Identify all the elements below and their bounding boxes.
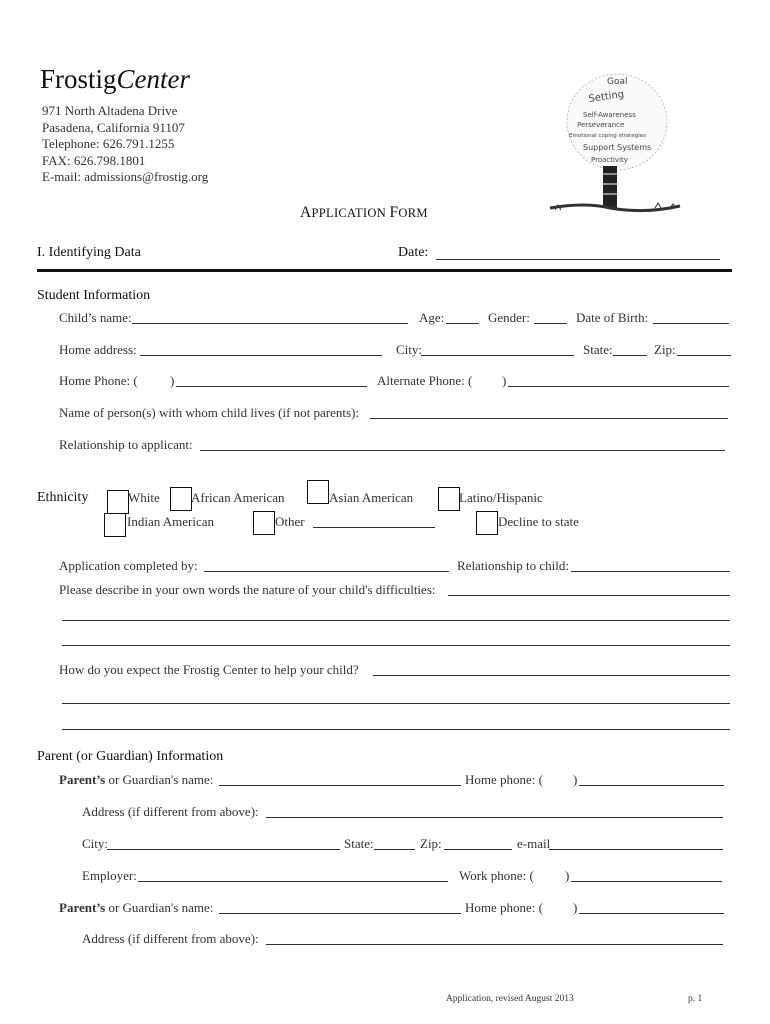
expect-field-2[interactable] [62, 703, 730, 704]
parent2-name-label [59, 900, 213, 916]
checkbox-indian-american[interactable] [104, 513, 126, 537]
employer-field[interactable] [138, 881, 448, 882]
zip-field[interactable] [677, 355, 731, 356]
tree-word-emotional-coping: Emotional coping strategies [569, 133, 646, 139]
tree-word-goal: Goal [607, 77, 628, 87]
childs-name-field[interactable] [132, 323, 408, 324]
city-field[interactable] [421, 355, 574, 356]
age-label: Age: [419, 310, 445, 325]
option-indian-american: Indian American [127, 514, 214, 529]
alternate-phone-field[interactable] [508, 386, 729, 387]
parent-name-label [59, 772, 213, 788]
work-phone-paren: ) [565, 868, 570, 883]
address-line-fax: FAX: 626.798.1801 [42, 152, 146, 168]
section-identifying-data: I. Identifying Data [37, 245, 141, 260]
state-label: State: [583, 342, 613, 357]
childs-name-label: Child’s name: [59, 310, 132, 325]
title-pplication: PPLICATION [311, 206, 390, 220]
alternate-phone-label: Alternate Phone: ( [377, 373, 473, 388]
contact-address [42, 103, 208, 186]
city-label: City: [396, 342, 423, 357]
title-letter-f: F [389, 204, 399, 221]
date-field[interactable] [436, 259, 720, 260]
parent2-address-field[interactable] [266, 944, 723, 945]
parent2-name-bold: Parent’s [59, 900, 106, 915]
tree-illustration [545, 62, 685, 222]
home-phone-paren: ) [170, 373, 175, 388]
home-phone-label: Home Phone: ( [59, 373, 138, 388]
title-orm: ORM [398, 206, 428, 220]
checkbox-white[interactable] [107, 490, 129, 514]
parent-city-label: City: [82, 836, 109, 851]
parent-zip-field[interactable] [444, 849, 512, 850]
other-ethnicity-field[interactable] [313, 527, 435, 528]
address-line-telephone: Telephone: 626.791.1255 [42, 136, 175, 151]
completed-by-field[interactable] [204, 571, 449, 572]
work-phone-field[interactable] [571, 881, 722, 882]
option-latino-hispanic: Latino/Hispanic [459, 490, 543, 505]
parent-email-field[interactable] [549, 849, 723, 850]
parent-address-label: Address (if different from above): [82, 804, 259, 819]
address-line-email: E-mail: admissions@frostig.org [42, 169, 209, 184]
checkbox-other[interactable] [253, 511, 275, 535]
age-field[interactable] [446, 323, 479, 324]
parent-address-field[interactable] [266, 817, 723, 818]
parent-city-field[interactable] [107, 849, 340, 850]
date-of-birth-label: Date of Birth: [576, 310, 649, 325]
section-divider [37, 269, 732, 272]
relationship-label: Relationship to applicant: [59, 437, 193, 452]
date-of-birth-field[interactable] [653, 323, 729, 324]
parent-home-phone-field[interactable] [579, 785, 724, 786]
state-field[interactable] [613, 355, 647, 356]
home-phone-field[interactable] [176, 386, 367, 387]
student-information-heading: Student Information [37, 288, 151, 303]
option-white: White [128, 490, 160, 505]
describe-difficulties-label: Please describe in your own words the nature of your child's difficulties: [59, 582, 436, 597]
expect-field-1[interactable] [373, 675, 730, 676]
parent-information-heading: Parent (or Guardian) Information [37, 749, 224, 764]
parent2-home-phone-field[interactable] [579, 913, 724, 914]
checkbox-latino-hispanic[interactable] [438, 487, 460, 511]
address-line-city: Pasadena, California 91107 [42, 119, 185, 135]
logo-center: Center [116, 64, 191, 94]
parent-email-label: e-mail [517, 836, 551, 851]
parent2-name-field[interactable] [219, 913, 461, 914]
relationship-to-child-field[interactable] [571, 571, 730, 572]
frostig-center-logo [40, 64, 190, 95]
tree-word-self-awareness: Self-Awareness [583, 111, 636, 119]
expect-help-label: How do you expect the Frostig Center to help your child? [59, 662, 359, 677]
revision-note: Application, revised August 2013 [446, 994, 574, 1004]
gender-label: Gender: [488, 310, 530, 325]
tree-word-perseverance: Perseverance [577, 121, 625, 129]
tree-word-support-systems: Support Systems [583, 143, 652, 152]
address-line-street: 971 North Altadena Drive [42, 103, 178, 118]
date-label: Date: [398, 245, 429, 260]
employer-label: Employer: [82, 868, 137, 883]
lives-with-field[interactable] [370, 418, 728, 419]
option-decline-to-state: Decline to state [498, 514, 579, 529]
parent-home-phone-label: Home phone: ( [465, 772, 543, 787]
zip-label: Zip: [654, 342, 676, 357]
parent-state-field[interactable] [374, 849, 415, 850]
work-phone-label: Work phone: ( [459, 868, 534, 883]
home-address-field[interactable] [140, 355, 382, 356]
home-address-label: Home address: [59, 342, 137, 357]
describe-field-2[interactable] [62, 620, 730, 621]
tree-word-proactivity: Proactivity [591, 156, 628, 164]
relationship-to-child-label: Relationship to child: [457, 558, 569, 573]
title-letter-a: A [300, 204, 312, 221]
parent2-name-rest: or Guardian's name: [105, 900, 214, 915]
option-african-american: African American [191, 490, 285, 505]
expect-field-3[interactable] [62, 729, 730, 730]
relationship-field[interactable] [200, 450, 725, 451]
parent-state-label: State: [344, 836, 374, 851]
completed-by-label: Application completed by: [59, 558, 198, 573]
ethnicity-label: Ethnicity [37, 490, 89, 505]
form-title [300, 204, 428, 222]
describe-field-1[interactable] [448, 595, 730, 596]
parent-name-rest: or Guardian's name: [105, 772, 214, 787]
parent2-home-phone-label: Home phone: ( [465, 900, 543, 915]
parent2-address-label: Address (if different from above): [82, 931, 259, 946]
parent-home-phone-paren: ) [573, 772, 578, 787]
option-other: Other [275, 514, 305, 529]
gender-field[interactable] [534, 323, 567, 324]
parent-zip-label: Zip: [420, 836, 442, 851]
logo-frostig: Frostig [40, 64, 117, 94]
parent-name-bold: Parent’s [59, 772, 106, 787]
parent2-home-phone-paren: ) [573, 900, 578, 915]
checkbox-decline[interactable] [476, 511, 498, 535]
checkbox-asian-american[interactable] [307, 480, 329, 504]
lives-with-label: Name of person(s) with whom child lives (if not parents): [59, 405, 360, 420]
tree-word-setting: Setting [587, 89, 625, 105]
describe-field-3[interactable] [62, 645, 730, 646]
option-asian-american: Asian American [329, 490, 414, 505]
page-number: p. 1 [688, 994, 703, 1004]
alternate-phone-paren: ) [502, 373, 507, 388]
parent-name-field[interactable] [219, 785, 461, 786]
checkbox-african-american[interactable] [170, 487, 192, 511]
